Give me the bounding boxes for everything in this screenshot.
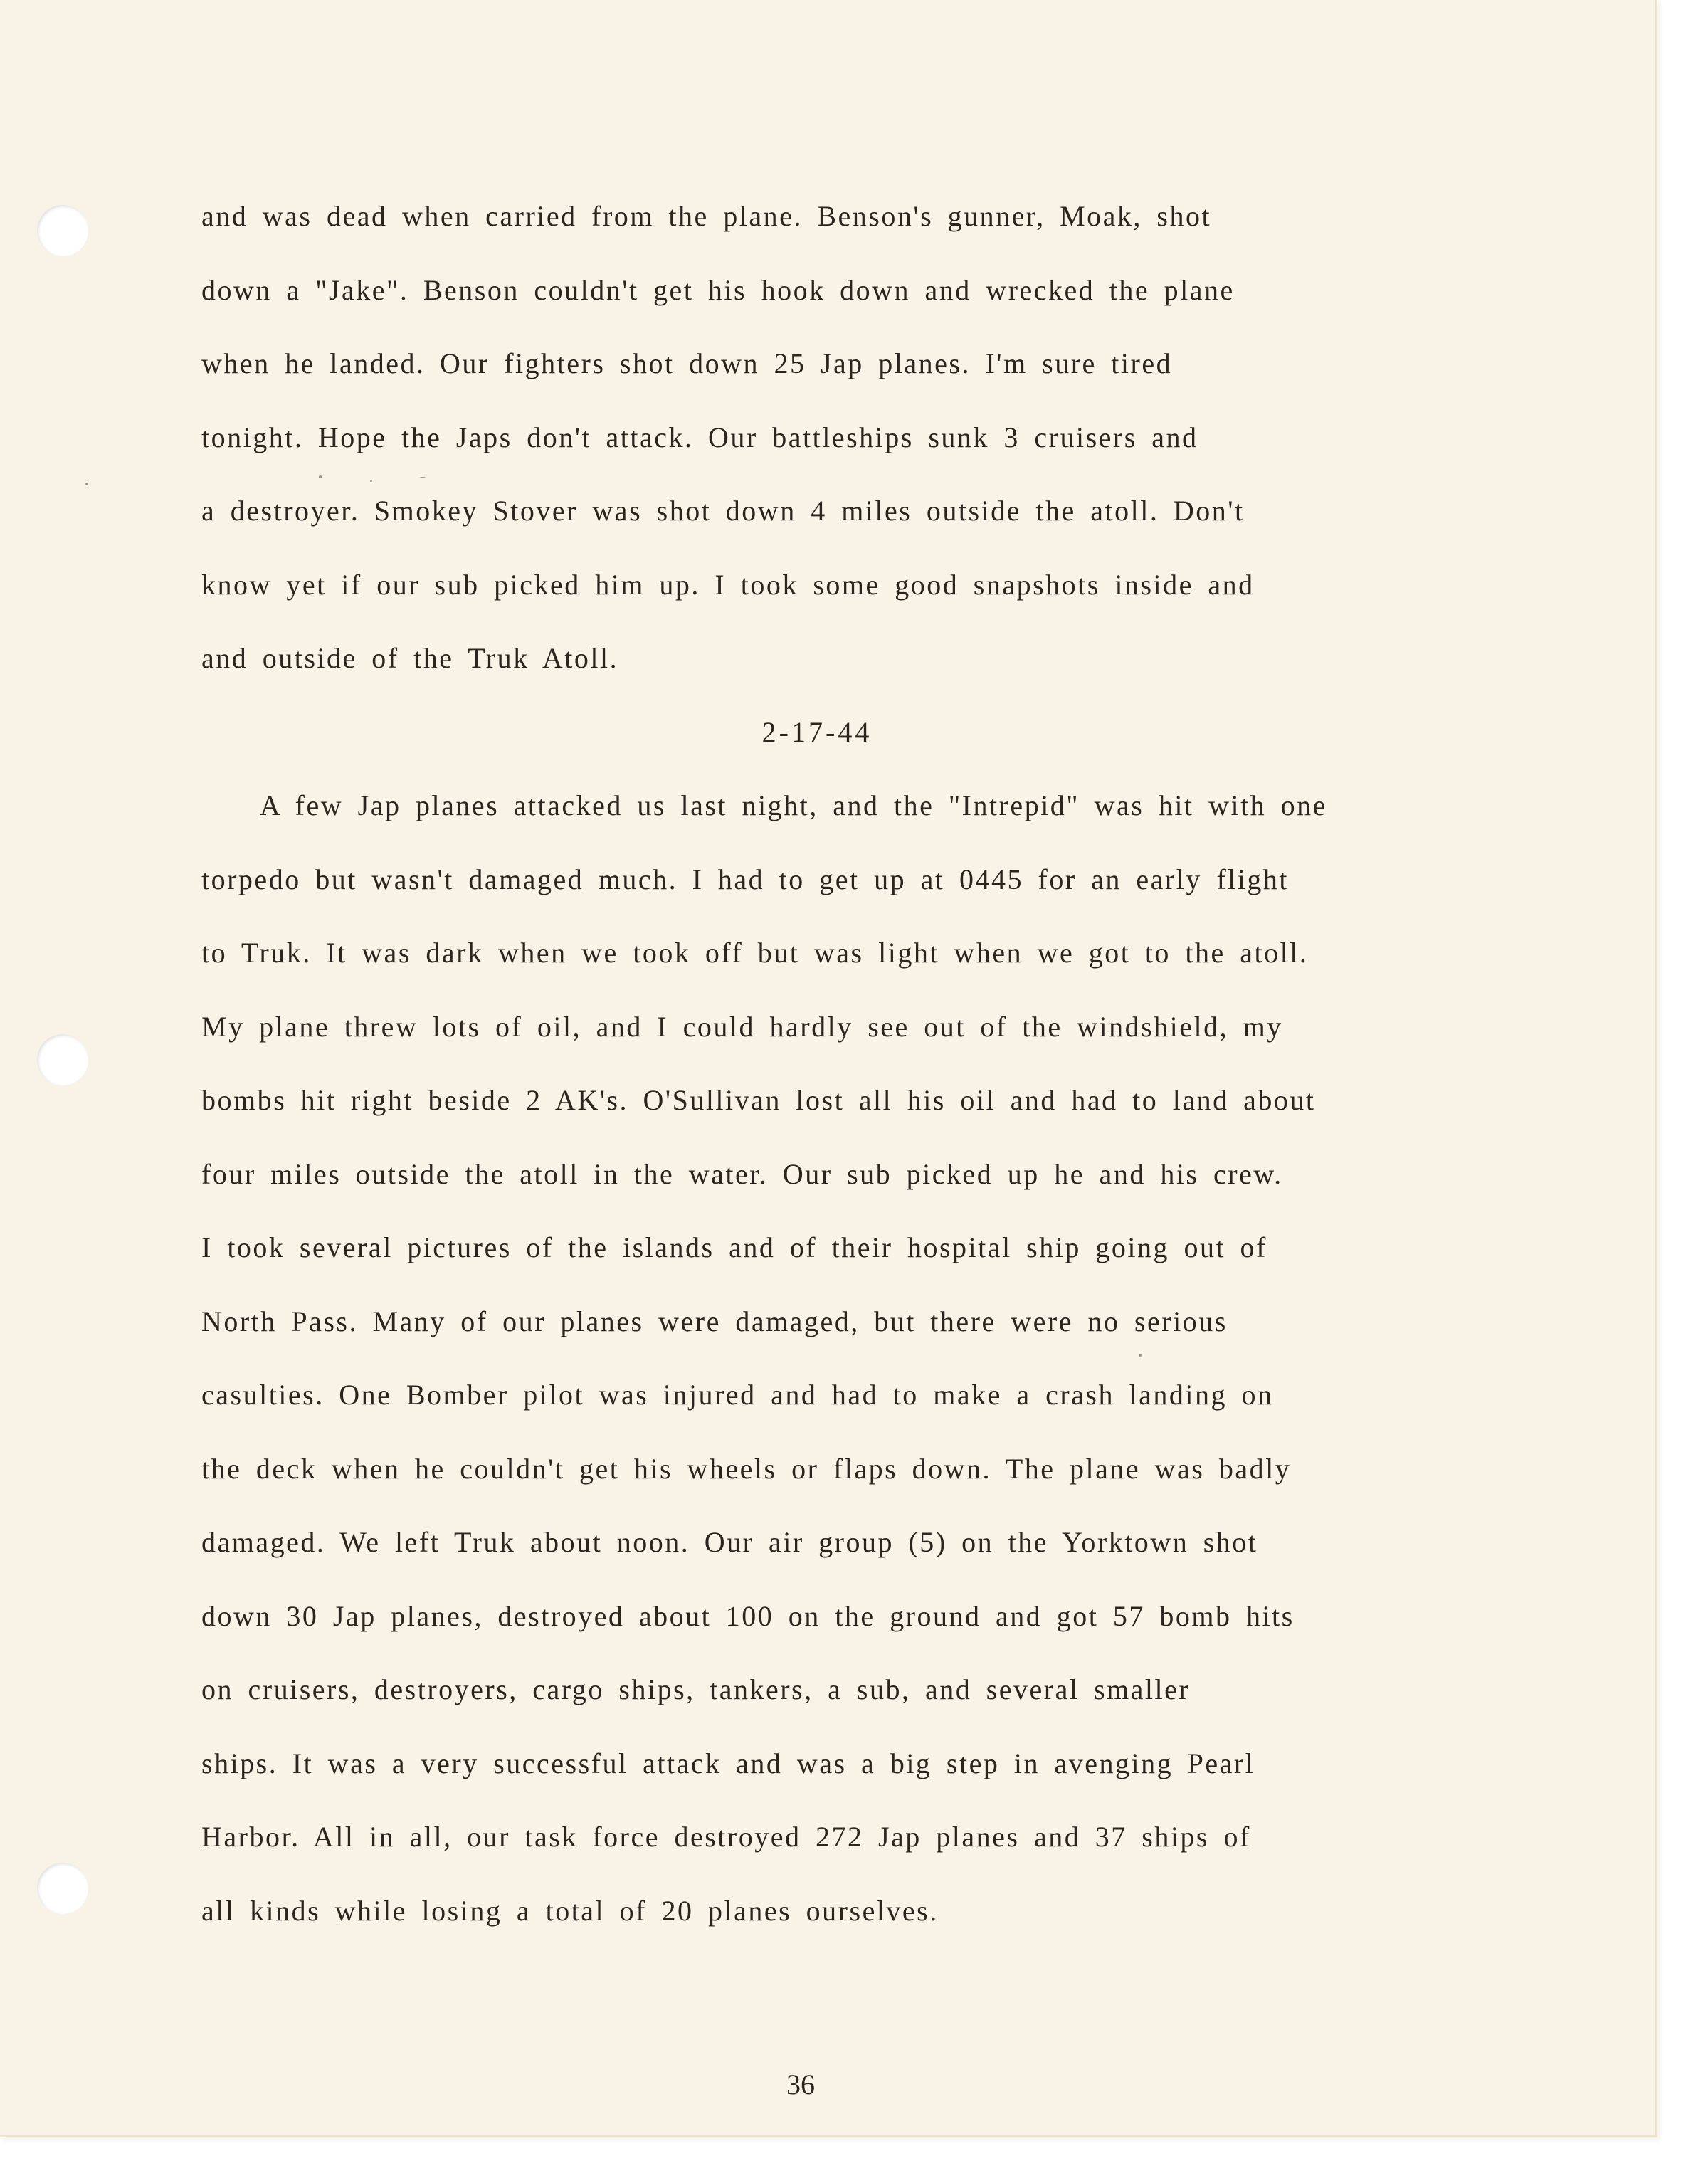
paragraph-first-line: A few Jap planes attacked us last night, and the "Intrepid" was hit with one xyxy=(260,789,1327,821)
text-line: ships. It was a very successful attack and was a big step in avenging Pearl xyxy=(201,1747,1255,1779)
text-line: a destroyer. Smokey Stover was shot down 4 miles outside the atoll. Don't xyxy=(201,495,1245,527)
text-line: four miles outside the atoll in the water. Our sub picked up he and his crew. xyxy=(201,1157,1283,1190)
binder-hole-top xyxy=(37,205,88,256)
text-line: North Pass. Many of our planes were damaged, but there were no serious xyxy=(201,1305,1228,1337)
text-line: tonight. Hope the Japs don't attack. Our battleships sunk 3 cruisers and xyxy=(201,421,1198,453)
page-number: 36 xyxy=(786,2068,815,2100)
text-line: to Truk. It was dark when we took off but was light when we got to the atoll. xyxy=(201,937,1309,969)
text-line: and was dead when carried from the plane. Benson's gunner, Moak, shot xyxy=(201,200,1212,232)
paper-speck xyxy=(85,483,88,485)
text-line: Harbor. All in all, our task force destroyed 272 Jap planes and 37 ships of xyxy=(201,1821,1251,1853)
text-line: casulties. One Bomber pilot was injured and had to make a crash landing on xyxy=(201,1379,1274,1411)
text-line: know yet if our sub picked him up. I took some good snapshots inside and xyxy=(201,568,1255,601)
text-line: and outside of the Truk Atoll. xyxy=(201,642,619,674)
binder-hole-bottom xyxy=(37,1863,88,1914)
text-line: torpedo but wasn't damaged much. I had to get up at 0445 for an early flight xyxy=(201,863,1289,895)
text-line: when he landed. Our fighters shot down 25 Jap planes. I'm sure tired xyxy=(201,347,1173,379)
text-line: down 30 Jap planes, destroyed about 100 on the ground and got 57 bomb hits xyxy=(201,1599,1295,1632)
text-line: My plane threw lots of oil, and I could hardly see out of the windshield, my xyxy=(201,1010,1283,1043)
text-line: the deck when he couldn't get his wheels or flaps down. The plane was badly xyxy=(201,1452,1292,1485)
diary-text xyxy=(201,179,1539,1947)
text-line: all kinds while losing a total of 20 planes ourselves. xyxy=(201,1894,939,1927)
text-line: on cruisers, destroyers, cargo ships, tankers, a sub, and several smaller xyxy=(201,1673,1191,1705)
text-line: damaged. We left Truk about noon. Our air group (5) on the Yorktown shot xyxy=(201,1526,1258,1558)
text-line: down a "Jake". Benson couldn't get his hook down and wrecked the plane xyxy=(201,273,1235,306)
binder-hole-middle xyxy=(37,1034,88,1085)
text-line: I took several pictures of the islands and of their hospital ship going out of xyxy=(201,1231,1267,1263)
date-heading: 2-17-44 xyxy=(761,715,873,748)
text-line: bombs hit right beside 2 AK's. O'Sullivan lost all his oil and had to land about xyxy=(201,1084,1316,1116)
